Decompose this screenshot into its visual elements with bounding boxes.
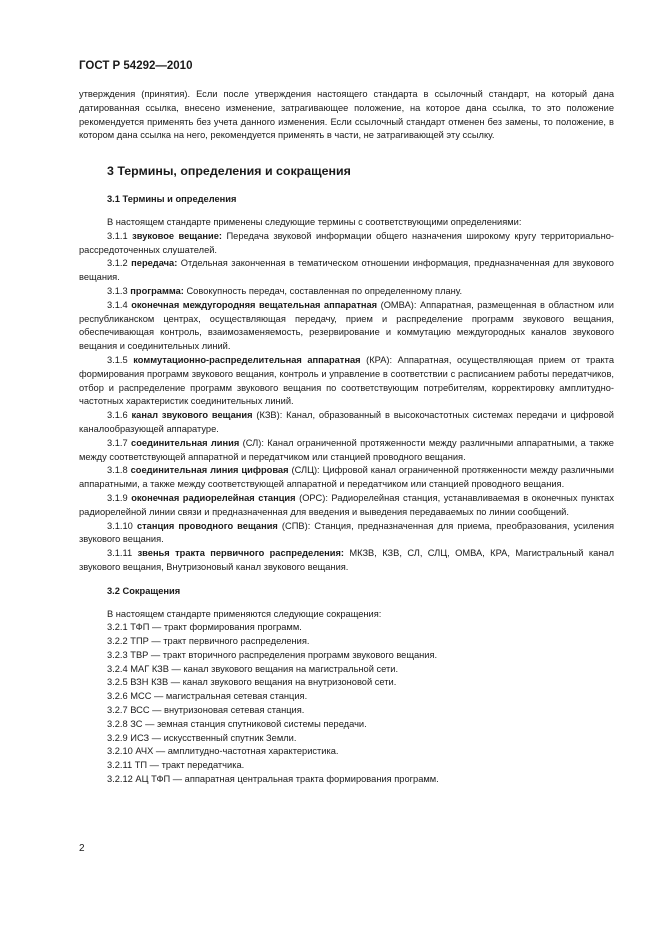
abbreviation-item: 3.2.12 АЦ ТФП — аппаратная центральная тракта формирования программ. bbox=[107, 774, 439, 785]
term-number: 3.1.3 bbox=[107, 285, 128, 296]
abbreviation-item: 3.2.10 АЧХ — амплитудно-частотная характеристика. bbox=[107, 746, 339, 757]
term-definition: (СЛЦ): Цифровой канал ограниченной протяженности между различными аппаратными, а также между соответствующей аппаратной и передатчиком или станцией проводного вещания. bbox=[79, 465, 614, 490]
term-definition: Совокупность передач, составленная по определенному плану. bbox=[186, 285, 463, 296]
section-title: 3 Термины, определения и сокращения bbox=[107, 164, 351, 179]
term-definition: (СПВ): Станция, предназначенная для приема, преобразования, усиления звукового вещания. bbox=[79, 520, 614, 545]
term-definition-item bbox=[79, 437, 614, 465]
page-number: 2 bbox=[79, 843, 85, 854]
term-name: канал звукового вещания bbox=[131, 410, 253, 421]
term-number: 3.1.2 bbox=[107, 258, 128, 269]
term-definition-item bbox=[79, 285, 614, 299]
abbreviations-intro: В настоящем стандарте применяются следующие сокращения: bbox=[107, 608, 382, 619]
term-name: звуковое вещание: bbox=[132, 230, 223, 241]
term-number: 3.1.1 bbox=[107, 230, 128, 241]
term-definition-item bbox=[79, 492, 614, 520]
term-definition-item bbox=[79, 230, 614, 258]
term-name: станция проводного вещания bbox=[136, 520, 278, 531]
term-name: звенья тракта первичного распределения: bbox=[137, 548, 344, 559]
term-definition-item bbox=[79, 257, 614, 285]
terms-subsection-title: 3.1 Термины и определения bbox=[107, 194, 237, 205]
term-name: соединительная линия bbox=[131, 437, 240, 448]
term-definition: МКЗВ, КЗВ, СЛ, СЛЦ, ОМВА, КРА, Магистральный канал звукового вещания, Внутризоновый канал звукового вещания. bbox=[79, 548, 614, 572]
term-name: программа: bbox=[130, 285, 184, 296]
term-definition: (ОМВА): Аппаратная, размещенная в областном или республиканском центрах, осуществляющая передачу, прием и распределение программ звукового вещания, обеспечивающая контроль, взаимозаменяемость, резервирование и коммутацию междугородных каналов звукового вещания и соединительных линий. bbox=[79, 299, 614, 352]
abbreviation-item: 3.2.8 ЗС — земная станция спутниковой системы передачи. bbox=[107, 718, 367, 729]
term-definition: (СЛ): Канал ограниченной протяженности между различными аппаратными, а также между соответствующей аппаратной и передатчиком или станцией проводного вещания. bbox=[79, 437, 614, 462]
term-number: 3.1.11 bbox=[107, 548, 133, 559]
term-definition: (КРА): Аппаратная, осуществляющая прием от тракта формирования программ звукового вещания, контроль и управление в соответствии с расписанием работы передатчиков, отбор и распределение программ звукового вещания по соответствующим потребителям, корректировку амплитудно-частотных характеристик соединительных линий. bbox=[79, 354, 614, 407]
abbreviation-item: 3.2.9 ИСЗ — искусственный спутник Земли. bbox=[107, 732, 297, 743]
intro-paragraph: утверждения (принятия). Если после утверждения настоящего стандарта в ссылочный стандарт, на который дана датированная ссылка, внесено изменение, затрагивающее положение, на которое дана ссылка, то это положение рекомендуется применять без учета данного изменения. Если ссылочный стандарт отменен без замены, то положение, в котором дана ссылка на него, рекомендуется применять в части, не затрагивающей эту ссылку. bbox=[79, 89, 614, 141]
terms-list bbox=[79, 230, 614, 575]
term-name: оконечная радиорелейная станция bbox=[131, 492, 296, 503]
abbreviation-item: 3.2.1 ТФП — тракт формирования программ. bbox=[107, 622, 302, 633]
term-name: соединительная линия цифровая bbox=[130, 465, 289, 476]
abbreviation-item: 3.2.6 МСС — магистральная сетевая станция. bbox=[107, 691, 308, 702]
term-name: коммутационно-распределительная аппаратная bbox=[133, 354, 361, 365]
term-definition: Отдельная законченная в тематическом отношении информация, предназначенная для звукового вещания. bbox=[79, 258, 614, 283]
term-number: 3.1.9 bbox=[107, 492, 128, 503]
abbreviation-item: 3.2.2 ТПР — тракт первичного распределения. bbox=[107, 636, 310, 647]
document-body bbox=[79, 88, 614, 787]
term-number: 3.1.5 bbox=[107, 354, 128, 365]
term-number: 3.1.10 bbox=[107, 520, 133, 531]
term-definition-item bbox=[79, 520, 614, 548]
abbreviation-item: 3.2.11 ТП — тракт передатчика. bbox=[107, 760, 245, 771]
abbreviations-list bbox=[79, 621, 614, 787]
term-definition-item bbox=[79, 547, 614, 575]
term-number: 3.1.6 bbox=[107, 410, 128, 421]
abbreviation-item: 3.2.4 МАГ КЗВ — канал звукового вещания на магистральной сети. bbox=[107, 663, 399, 674]
term-number: 3.1.8 bbox=[107, 465, 128, 476]
document-header: ГОСТ Р 54292—2010 bbox=[79, 60, 193, 72]
term-definition-item bbox=[79, 299, 614, 354]
term-name: передача: bbox=[131, 258, 178, 269]
term-definition-item bbox=[79, 354, 614, 409]
abbreviation-item: 3.2.5 ВЗН КЗВ — канал звукового вещания на внутризоновой сети. bbox=[107, 677, 397, 688]
term-definition-item bbox=[79, 409, 614, 437]
term-number: 3.1.4 bbox=[107, 299, 128, 310]
term-definition: (КЗВ): Канал, образованный в высокочастотных системах передачи и цифровой каналообразующей аппаратуре. bbox=[79, 410, 614, 434]
term-definition-item bbox=[79, 464, 614, 492]
term-number: 3.1.7 bbox=[107, 437, 128, 448]
abbreviation-item: 3.2.7 ВСС — внутризоновая сетевая станция. bbox=[107, 705, 305, 716]
abbreviations-subsection-title: 3.2 Сокращения bbox=[107, 585, 181, 596]
term-definition: (ОРС): Радиорелейная станция, устанавливаемая в оконечных пунктах радиорелейной линии связи и предназначенная для введения и выведения передаваемых по линии сообщений. bbox=[79, 492, 614, 517]
term-definition: Передача звуковой информации общего назначения широкому кругу территориально-рассредоточенных слушателей. bbox=[79, 230, 614, 255]
term-name: оконечная междугородняя вещательная аппаратная bbox=[131, 299, 378, 310]
terms-intro: В настоящем стандарте применены следующие термины с соответствующими определениями: bbox=[107, 216, 522, 227]
abbreviation-item: 3.2.3 ТВР — тракт вторичного распределения программ звукового вещания. bbox=[107, 649, 438, 660]
